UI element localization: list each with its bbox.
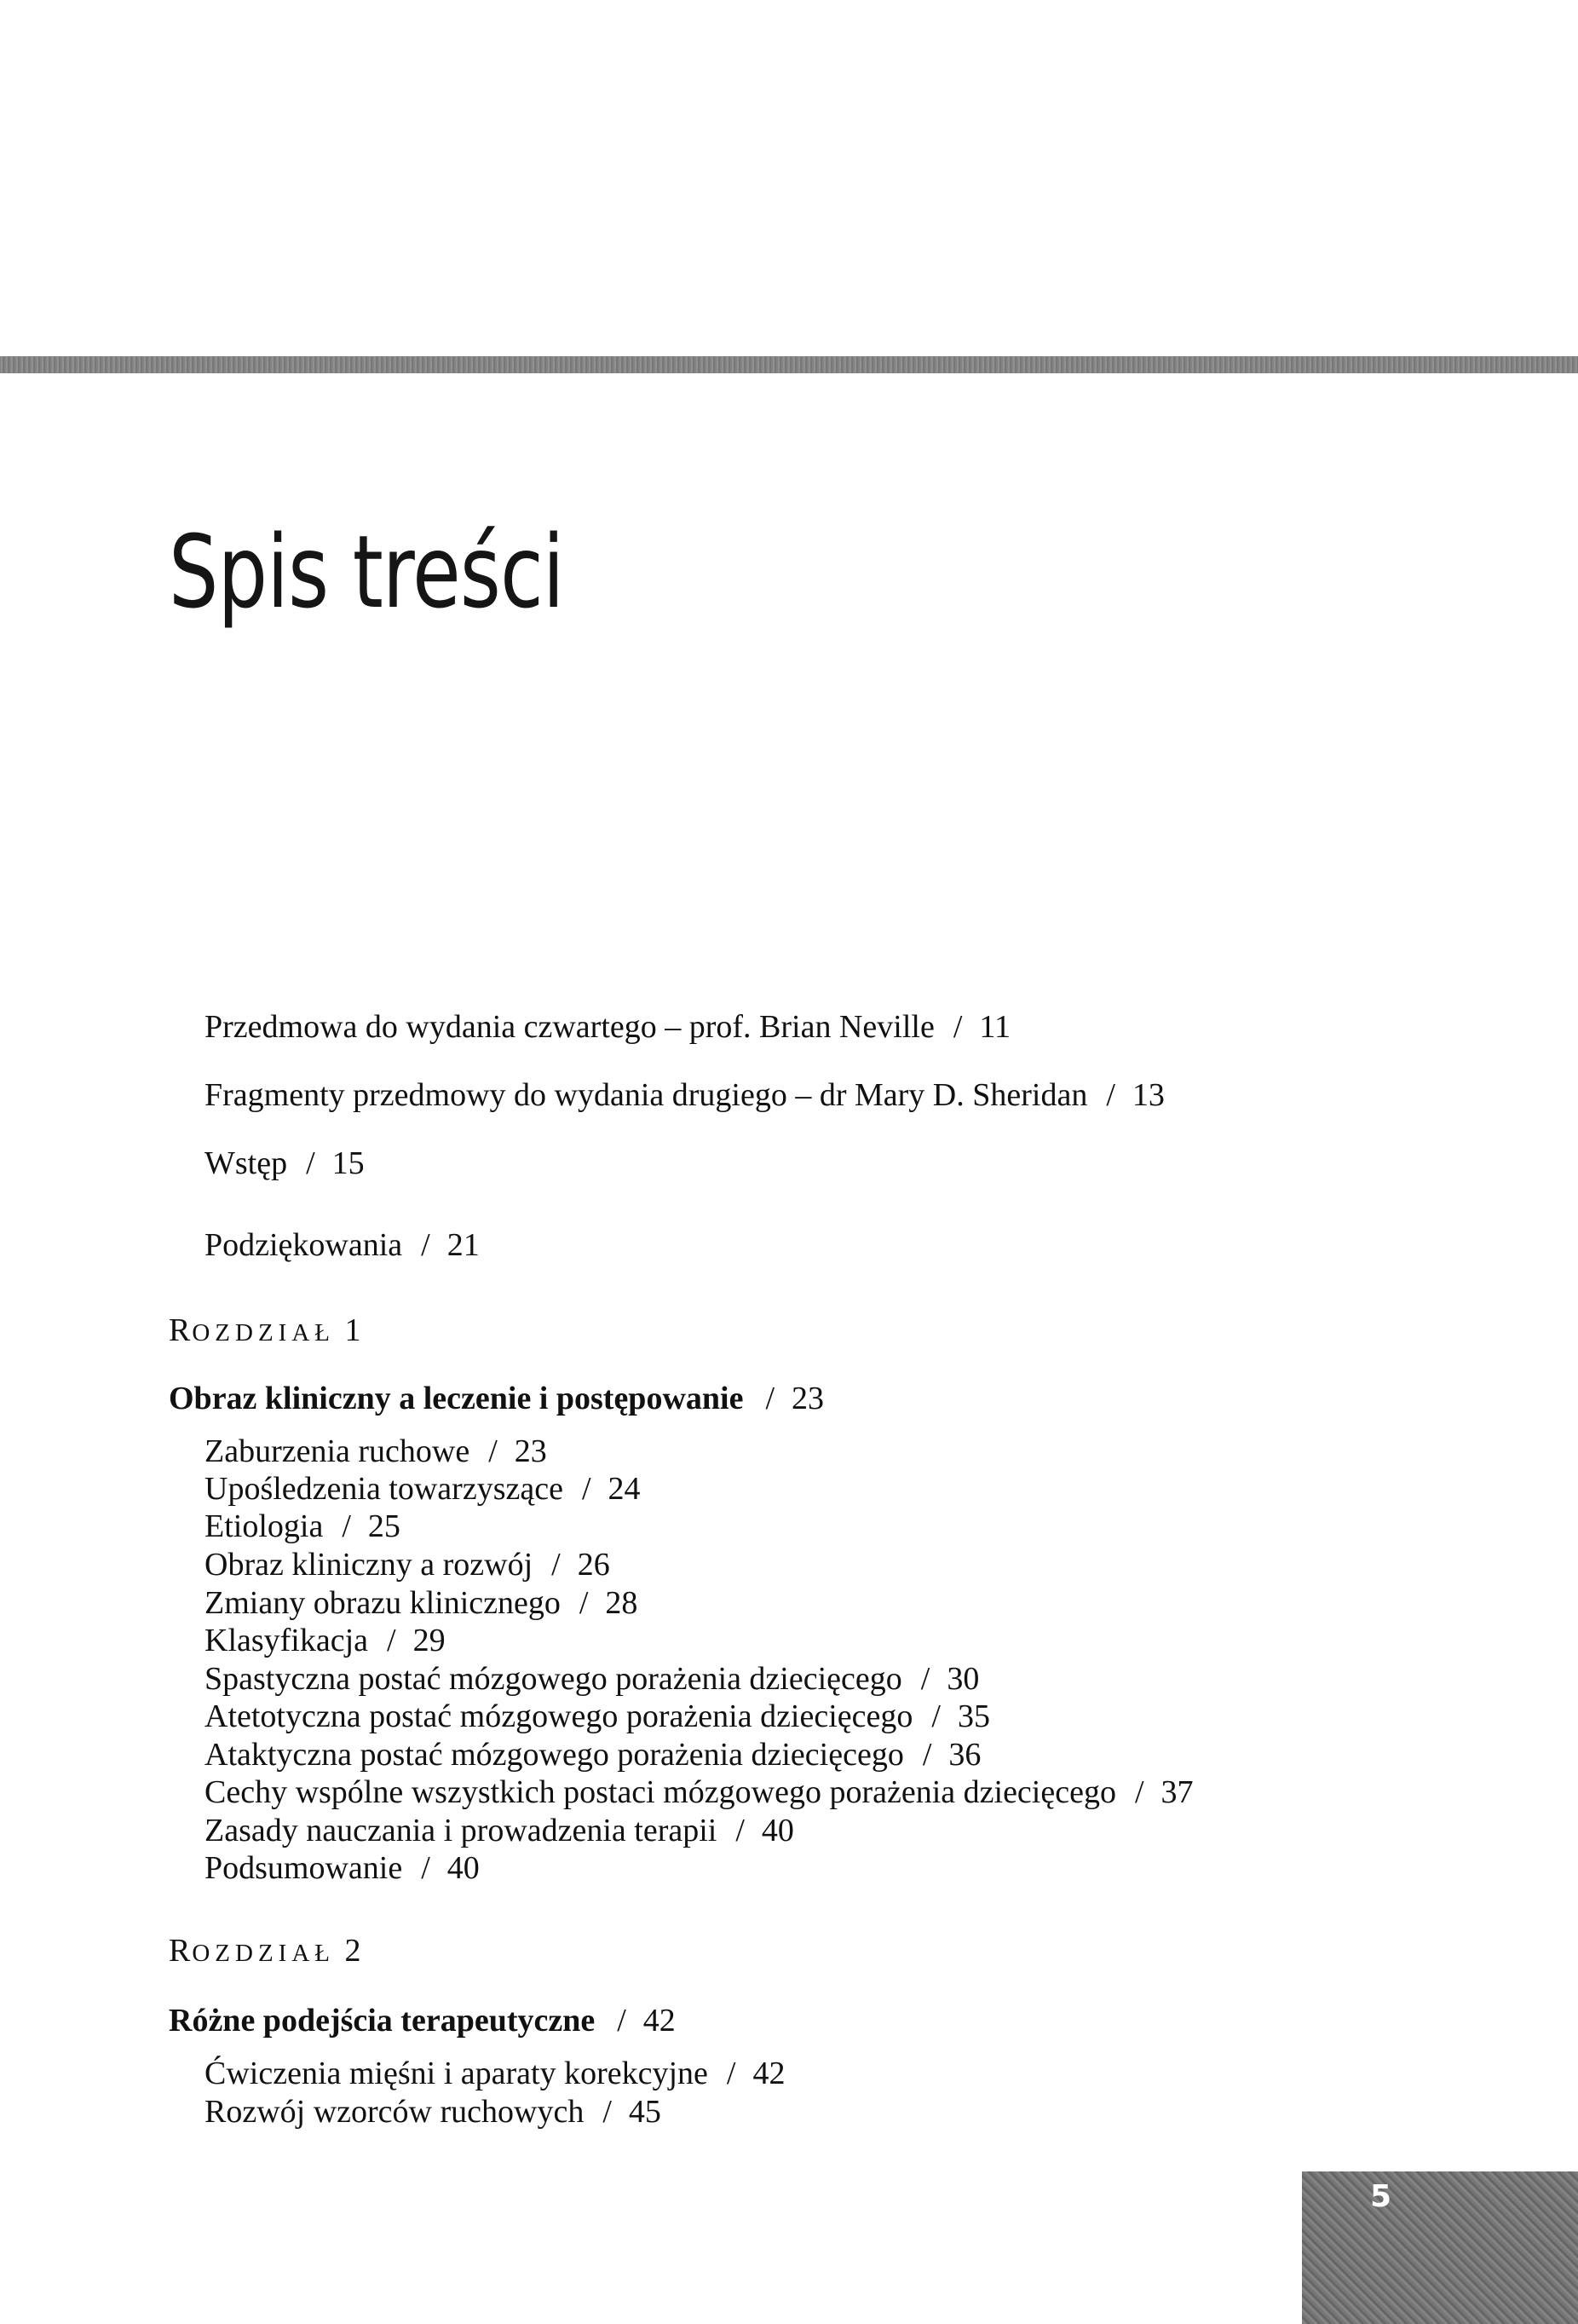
- toc-separator: /: [306, 1145, 315, 1181]
- toc-entry-label: Podsumowanie: [204, 1850, 403, 1886]
- toc-separator: /: [551, 1547, 561, 1583]
- chapter-number: 1: [344, 1312, 363, 1348]
- toc-entry-label: Zmiany obrazu klinicznego: [204, 1585, 561, 1621]
- toc-separator: /: [421, 1227, 430, 1263]
- toc-entry-label: Upośledzenia towarzyszące: [204, 1471, 563, 1507]
- toc-entry-label: Etiologia: [204, 1508, 324, 1544]
- toc-entry-label: Fragmenty przedmowy do wydania drugiego – dr Mary D. Sheridan: [204, 1077, 1088, 1113]
- toc-section[interactable]: [204, 2057, 785, 2090]
- toc-entry-page: 36: [948, 1737, 982, 1773]
- toc-section[interactable]: [204, 1435, 547, 1468]
- toc-entry-page: 40: [446, 1850, 480, 1886]
- toc-section[interactable]: [204, 1852, 480, 1884]
- toc-entry-preface-fourth[interactable]: [204, 1011, 1011, 1043]
- toc-entry-label: Klasyfikacja: [204, 1623, 369, 1658]
- chapter-number: 2: [344, 1933, 363, 1969]
- toc-entry-page: 25: [367, 1508, 400, 1544]
- toc-separator: /: [617, 2003, 626, 2039]
- toc-entry-page: 28: [605, 1585, 638, 1621]
- toc-entry-page: 13: [1132, 1077, 1165, 1113]
- chapter-1-label: [169, 1314, 363, 1347]
- toc-entry-page: 45: [628, 2094, 661, 2130]
- toc-entry-acknowledgements[interactable]: [204, 1229, 480, 1261]
- toc-entry-label: Zaburzenia ruchowe: [204, 1433, 470, 1469]
- toc-section[interactable]: [204, 2096, 661, 2128]
- toc-section[interactable]: [204, 1814, 794, 1847]
- toc-entry-label: Przedmowa do wydania czwartego – prof. Brian Neville: [204, 1009, 935, 1045]
- toc-entry-label: Obraz kliniczny a rozwój: [204, 1547, 533, 1583]
- toc-entry-page: 40: [761, 1813, 794, 1848]
- chapter-title-page: 23: [792, 1381, 825, 1416]
- toc-entry-page: 15: [331, 1145, 365, 1181]
- chapter-title-page: 42: [642, 2003, 676, 2039]
- toc-separator: /: [579, 1585, 589, 1621]
- toc-entry-page: 29: [412, 1623, 446, 1658]
- toc-entry-label: Rozwój wzorców ruchowych: [204, 2094, 585, 2130]
- chapter-title-text: Różne podejścia terapeutyczne: [169, 2003, 596, 2039]
- toc-separator: /: [421, 1850, 430, 1886]
- page-title: Spis treści: [169, 513, 564, 631]
- toc-separator: /: [1134, 1774, 1144, 1810]
- toc-separator: /: [387, 1623, 396, 1658]
- toc-separator: /: [931, 1698, 941, 1734]
- toc-entry-label: Spastyczna postać mózgowego porażenia dziecięcego: [204, 1661, 902, 1697]
- toc-entry-preface-second[interactable]: [204, 1079, 1165, 1111]
- toc-separator: /: [953, 1009, 963, 1045]
- chapter-label-rest: OZDZIAŁ: [192, 1940, 335, 1967]
- toc-section[interactable]: [204, 1663, 979, 1695]
- toc-entry-page: 35: [957, 1698, 990, 1734]
- chapter-label-rest: OZDZIAŁ: [192, 1319, 335, 1347]
- toc-entry-page: 37: [1160, 1774, 1194, 1810]
- chapter-label-initial: R: [169, 1312, 193, 1348]
- toc-separator: /: [735, 1813, 745, 1848]
- toc-separator: /: [920, 1661, 930, 1697]
- page-number: 5: [1370, 2179, 1392, 2214]
- toc-section[interactable]: [204, 1739, 981, 1771]
- toc-entry-label: Wstęp: [204, 1145, 288, 1181]
- chapter-title-text: Obraz kliniczny a leczenie i postępowanie: [169, 1381, 744, 1416]
- chapter-2-label: [169, 1935, 363, 1967]
- toc-separator: /: [765, 1381, 775, 1416]
- toc-entry-label: Ataktyczna postać mózgowego porażenia dziecięcego: [204, 1737, 904, 1773]
- toc-section[interactable]: [204, 1548, 610, 1581]
- toc-section[interactable]: [204, 1510, 400, 1543]
- toc-entry-page: 42: [752, 2056, 786, 2091]
- chapter-2-title[interactable]: [169, 2004, 676, 2037]
- chapter-1-title[interactable]: [169, 1382, 824, 1415]
- toc-separator: /: [922, 1737, 932, 1773]
- toc-entry-page: 24: [608, 1471, 641, 1507]
- toc-separator: /: [581, 1471, 591, 1507]
- toc-entry-page: 23: [514, 1433, 547, 1469]
- toc-section[interactable]: [204, 1700, 990, 1733]
- toc-entry-introduction[interactable]: [204, 1147, 365, 1179]
- toc-entry-label: Atetotyczna postać mózgowego porażenia dziecięcego: [204, 1698, 913, 1734]
- toc-entry-page: 11: [979, 1009, 1011, 1045]
- toc-separator: /: [726, 2056, 736, 2091]
- toc-entry-label: Cechy wspólne wszystkich postaci mózgowego porażenia dziecięcego: [204, 1774, 1116, 1810]
- toc-entry-label: Zasady nauczania i prowadzenia terapii: [204, 1813, 717, 1848]
- toc-section[interactable]: [204, 1473, 641, 1505]
- chapter-label-initial: R: [169, 1933, 193, 1969]
- toc-separator: /: [1106, 1077, 1115, 1113]
- toc-section[interactable]: [204, 1587, 637, 1619]
- toc-entry-page: 26: [577, 1547, 610, 1583]
- toc-separator: /: [488, 1433, 498, 1469]
- toc-separator: /: [602, 2094, 612, 2130]
- toc-section[interactable]: [204, 1776, 1194, 1808]
- page-number-badge: [1302, 2171, 1578, 2324]
- toc-separator: /: [342, 1508, 351, 1544]
- toc-entry-page: 21: [446, 1227, 480, 1263]
- toc-section[interactable]: [204, 1624, 446, 1657]
- toc-entry-page: 30: [947, 1661, 980, 1697]
- toc-entry-label: Ćwiczenia mięśni i aparaty korekcyjne: [204, 2056, 708, 2091]
- toc-entry-label: Podziękowania: [204, 1227, 403, 1263]
